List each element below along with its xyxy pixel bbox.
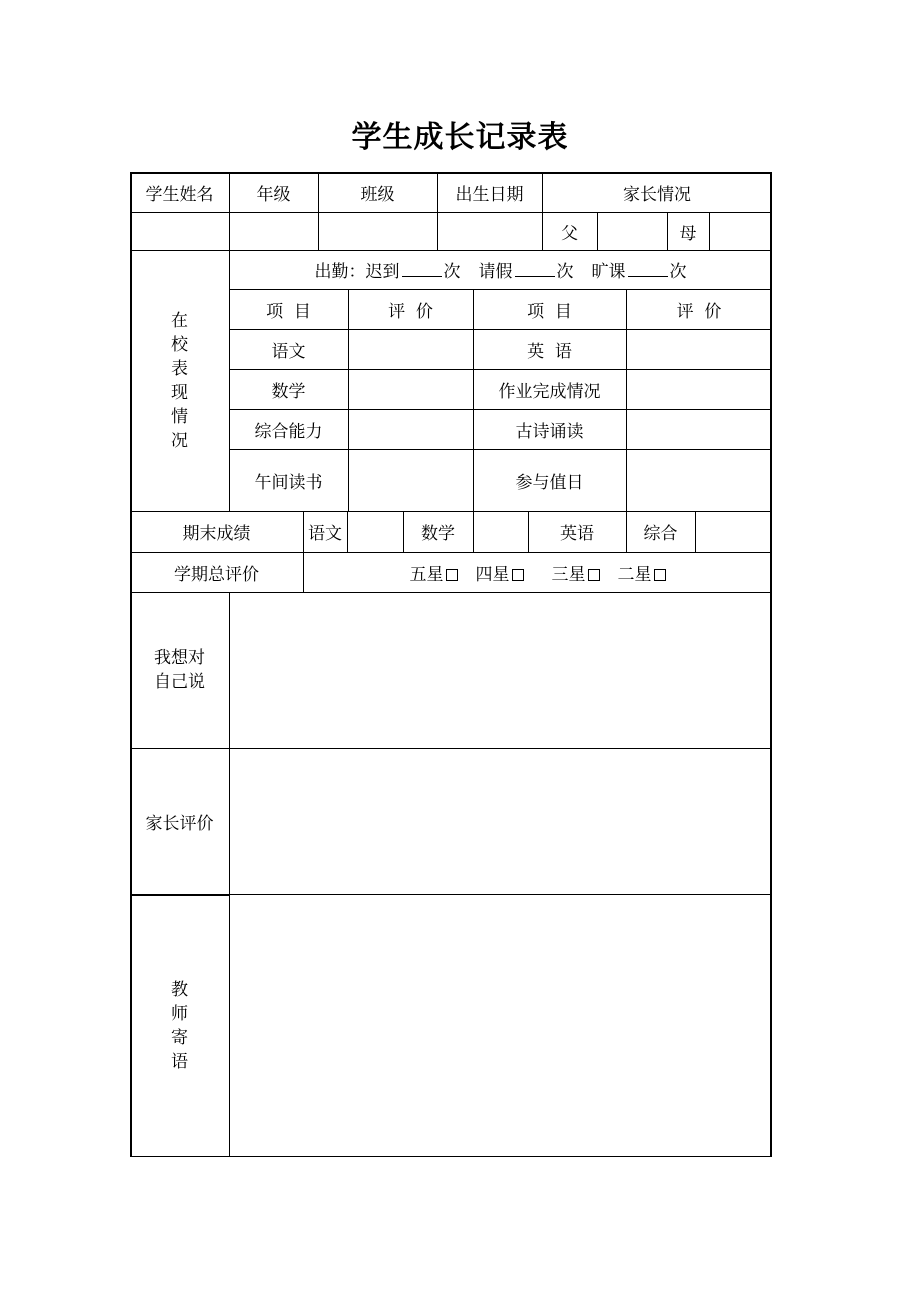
item-homework: 作业完成情况 (498, 381, 601, 402)
score-math-label: 数学 (421, 524, 455, 544)
col-item-right: 项 目 (527, 301, 572, 322)
star-option-five[interactable]: 五星 (410, 560, 458, 585)
item-noon-reading: 午间读书 (254, 472, 323, 493)
self-talk-label: 我想对 自己说 (154, 648, 205, 692)
star-option-four[interactable]: 四星 (476, 560, 524, 585)
birth-date-label: 出生日期 (455, 184, 524, 205)
parent-eval-label: 家长评价 (145, 813, 214, 834)
teacher-words-label: 教 师 寄 语 (171, 979, 188, 1072)
class-label: 班级 (360, 184, 395, 205)
item-english: 英 语 (527, 341, 572, 362)
checkbox-icon[interactable] (512, 569, 524, 581)
record-form-table (130, 172, 772, 1157)
checkbox-icon[interactable] (654, 569, 666, 581)
grade-label: 年级 (256, 184, 291, 205)
item-poetry: 古诗诵读 (515, 421, 584, 442)
star-option-two[interactable]: 二星 (618, 560, 666, 585)
item-comprehensive: 综合能力 (254, 421, 323, 442)
star-options (303, 552, 772, 592)
score-chinese-label: 语文 (308, 524, 342, 544)
final-scores-label: 期末成绩 (182, 524, 251, 544)
star-option-three[interactable]: 三星 (552, 560, 600, 585)
school-performance-label: 在 校 表 现 情 况 (171, 310, 188, 451)
col-item-left: 项 目 (266, 301, 311, 322)
attendance-line: 出勤：迟到 次 请假 次 旷课 次 (314, 262, 687, 282)
student-name-label: 学生姓名 (145, 184, 214, 205)
checkbox-icon[interactable] (446, 569, 458, 581)
item-duty: 参与值日 (515, 472, 584, 493)
item-math: 数学 (271, 381, 306, 402)
score-english-label: 英语 (560, 524, 594, 544)
score-overall-label: 综合 (643, 524, 678, 544)
father-label: 父 (561, 223, 578, 244)
col-eval-right: 评 价 (676, 301, 722, 322)
checkbox-icon[interactable] (588, 569, 600, 581)
page-title: 学生成长记录表 (351, 120, 569, 155)
item-chinese: 语文 (271, 341, 306, 362)
col-eval-left: 评 价 (388, 301, 433, 322)
mother-label: 母 (679, 223, 697, 244)
term-eval-label: 学期总评价 (174, 564, 259, 585)
parents-label: 家长情况 (623, 184, 691, 205)
